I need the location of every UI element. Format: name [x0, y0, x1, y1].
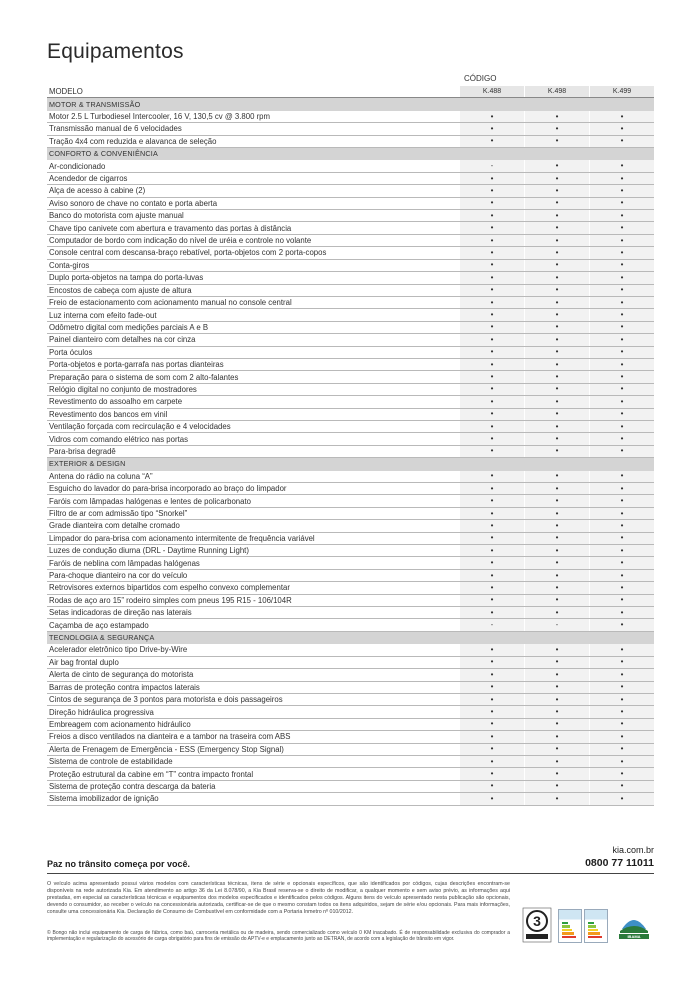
- equipment-label: Ar-condicionado: [49, 161, 106, 171]
- table-row: [47, 508, 654, 520]
- equipment-label: Freios a disco ventilados na dianteira e a tambor na traseira com ABS: [49, 732, 291, 742]
- availability-cell: •: [460, 123, 524, 134]
- equipment-label: Acendedor de cigarros: [49, 174, 128, 184]
- availability-cell: •: [460, 235, 524, 246]
- warranty-seal-icon: [522, 907, 552, 943]
- availability-cell: •: [590, 694, 654, 705]
- table-row: [47, 793, 654, 805]
- table-row: [47, 297, 654, 309]
- availability-cell: •: [590, 322, 654, 333]
- availability-cell: •: [590, 607, 654, 618]
- availability-cell: •: [525, 520, 589, 531]
- availability-cell: •: [460, 136, 524, 147]
- availability-cell: •: [525, 582, 589, 593]
- table-row: [47, 123, 654, 135]
- availability-cell: •: [525, 768, 589, 779]
- slogan: Paz no trânsito começa por você.: [47, 859, 191, 869]
- table-row: [47, 421, 654, 433]
- table-row: [47, 595, 654, 607]
- table-row: [47, 682, 654, 694]
- equipment-label: Transmissão manual de 6 velocidades: [49, 124, 182, 134]
- availability-cell: •: [525, 136, 589, 147]
- section-header: [47, 98, 654, 110]
- availability-cell: •: [460, 706, 524, 717]
- table-row: [47, 309, 654, 321]
- equipment-label: Para-choque dianteiro na cor do veículo: [49, 571, 188, 581]
- availability-cell: •: [525, 508, 589, 519]
- availability-cell: •: [460, 607, 524, 618]
- availability-cell: •: [590, 160, 654, 171]
- availability-cell: •: [590, 471, 654, 482]
- availability-cell: •: [460, 260, 524, 271]
- equipment-label: Air bag frontal duplo: [49, 657, 119, 667]
- availability-cell: •: [590, 359, 654, 370]
- availability-cell: •: [460, 371, 524, 382]
- availability-cell: -: [525, 619, 589, 630]
- table-row: [47, 235, 654, 247]
- equipment-label: Faróis de neblina com lâmpadas halógenas: [49, 558, 200, 568]
- phone-number: 0800 77 11011: [585, 857, 654, 869]
- availability-cell: •: [590, 297, 654, 308]
- availability-cell: •: [525, 570, 589, 581]
- availability-cell: •: [525, 359, 589, 370]
- table-row: [47, 731, 654, 743]
- table-row: [47, 222, 654, 234]
- table-row: [47, 210, 654, 222]
- equipment-label: Barras de proteção contra impactos laterais: [49, 682, 200, 692]
- equipment-label: Para-brisa degradê: [49, 446, 116, 456]
- availability-cell: •: [590, 185, 654, 196]
- availability-cell: •: [525, 347, 589, 358]
- availability-cell: •: [590, 272, 654, 283]
- availability-cell: •: [590, 111, 654, 122]
- availability-cell: •: [590, 706, 654, 717]
- availability-cell: •: [460, 384, 524, 395]
- table-row: [47, 111, 654, 123]
- availability-cell: •: [460, 421, 524, 432]
- availability-cell: •: [460, 347, 524, 358]
- availability-cell: •: [460, 210, 524, 221]
- availability-cell: •: [460, 495, 524, 506]
- availability-cell: •: [525, 793, 589, 804]
- availability-cell: •: [590, 334, 654, 345]
- availability-cell: •: [590, 285, 654, 296]
- availability-cell: •: [460, 111, 524, 122]
- equipment-label: Porta óculos: [49, 347, 93, 357]
- availability-cell: •: [590, 570, 654, 581]
- code-k499: K.499: [590, 86, 654, 97]
- table-row: [47, 644, 654, 656]
- availability-cell: •: [525, 682, 589, 693]
- table-row: [47, 285, 654, 297]
- availability-cell: •: [460, 595, 524, 606]
- availability-cell: •: [525, 260, 589, 271]
- availability-cell: •: [460, 557, 524, 568]
- equipment-label: Filtro de ar com admissão tipo “Snorkel”: [49, 509, 188, 519]
- equipment-label: Caçamba de aço estampado: [49, 620, 149, 630]
- model-label: MODELO: [49, 87, 83, 97]
- availability-cell: •: [460, 756, 524, 767]
- availability-cell: •: [525, 222, 589, 233]
- availability-cell: •: [590, 198, 654, 209]
- table-row: [47, 533, 654, 545]
- equipment-label: Computador de bordo com indicação do nível de uréia e controle no volante: [49, 236, 312, 246]
- availability-cell: •: [525, 297, 589, 308]
- table-row: [47, 520, 654, 532]
- availability-cell: •: [590, 756, 654, 767]
- footer-divider: [47, 873, 654, 874]
- equipment-label: Rodas de aço aro 15” rodeiro simples com pneus 195 R15 - 106/104R: [49, 595, 292, 605]
- equipment-label: Duplo porta-objetos na tampa do porta-luvas: [49, 273, 204, 283]
- equipment-label: Preparação para o sistema de som com 2 alto-falantes: [49, 372, 239, 382]
- availability-cell: •: [525, 433, 589, 444]
- availability-cell: •: [590, 781, 654, 792]
- page-title: Equipamentos: [47, 40, 184, 63]
- availability-cell: •: [460, 198, 524, 209]
- table-row: [47, 173, 654, 185]
- table-row: [47, 483, 654, 495]
- availability-cell: •: [590, 644, 654, 655]
- availability-cell: •: [590, 669, 654, 680]
- equipment-label: Ventilação forçada com recirculação e 4 velocidades: [49, 422, 231, 432]
- table-row: [47, 545, 654, 557]
- equipment-label: Encostos de cabeça com ajuste de altura: [49, 285, 192, 295]
- section-title: CONFORTO & CONVENIÊNCIA: [49, 149, 158, 159]
- availability-cell: •: [525, 198, 589, 209]
- availability-cell: •: [590, 483, 654, 494]
- availability-cell: •: [525, 756, 589, 767]
- equipment-label: Console central com descansa-braço rebatível, porta-objetos com 2 porta-copos: [49, 248, 327, 258]
- availability-cell: •: [460, 409, 524, 420]
- equipment-label: Revestimento do assoalho em carpete: [49, 397, 183, 407]
- availability-cell: •: [525, 495, 589, 506]
- availability-cell: •: [460, 173, 524, 184]
- availability-cell: •: [460, 471, 524, 482]
- table-header-row: [47, 86, 654, 98]
- equipment-label: Vidros com comando elétrico nas portas: [49, 434, 188, 444]
- availability-cell: •: [460, 396, 524, 407]
- availability-cell: •: [460, 533, 524, 544]
- section-header: [47, 632, 654, 644]
- equipment-label: Odômetro digital com medições parciais A e B: [49, 322, 209, 332]
- availability-cell: •: [525, 210, 589, 221]
- availability-cell: •: [460, 185, 524, 196]
- availability-cell: •: [525, 644, 589, 655]
- availability-cell: •: [525, 694, 589, 705]
- equipment-label: Luzes de condução diurna (DRL - Daytime Running Light): [49, 546, 249, 556]
- availability-cell: •: [460, 744, 524, 755]
- availability-cell: •: [460, 793, 524, 804]
- availability-cell: •: [525, 545, 589, 556]
- availability-cell: •: [590, 682, 654, 693]
- website-url: kia.com.br: [612, 845, 654, 855]
- availability-cell: •: [525, 446, 589, 457]
- availability-cell: •: [460, 222, 524, 233]
- availability-cell: •: [590, 371, 654, 382]
- table-row: [47, 570, 654, 582]
- table-row: [47, 557, 654, 569]
- equipment-label: Tração 4x4 com reduzida e alavanca de seleção: [49, 136, 217, 146]
- availability-cell: •: [460, 297, 524, 308]
- code-k488: K.488: [460, 86, 524, 97]
- availability-cell: •: [460, 272, 524, 283]
- availability-cell: •: [525, 731, 589, 742]
- equipment-label: Sistema de proteção contra descarga da bateria: [49, 781, 216, 791]
- availability-cell: •: [590, 235, 654, 246]
- availability-cell: •: [590, 533, 654, 544]
- equipment-label: Sistema imobilizador de ignição: [49, 794, 159, 804]
- equipment-label: Setas indicadoras de direção nas laterais: [49, 608, 192, 618]
- availability-cell: •: [525, 706, 589, 717]
- codigo-label: CÓDIGO: [464, 74, 497, 83]
- equipment-label: Direção hidráulica progressiva: [49, 707, 154, 717]
- availability-cell: •: [460, 768, 524, 779]
- availability-cell: •: [460, 508, 524, 519]
- equipment-label: Revestimento dos bancos em vinil: [49, 409, 168, 419]
- table-row: [47, 694, 654, 706]
- availability-cell: •: [590, 595, 654, 606]
- availability-cell: •: [525, 322, 589, 333]
- equipment-label: Sistema de controle de estabilidade: [49, 757, 173, 767]
- availability-cell: •: [525, 285, 589, 296]
- availability-cell: •: [590, 210, 654, 221]
- availability-cell: •: [460, 719, 524, 730]
- availability-cell: •: [525, 272, 589, 283]
- availability-cell: •: [525, 173, 589, 184]
- availability-cell: •: [460, 657, 524, 668]
- table-row: [47, 136, 654, 148]
- availability-cell: •: [460, 644, 524, 655]
- availability-cell: •: [590, 396, 654, 407]
- availability-cell: •: [460, 682, 524, 693]
- equipment-label: Chave tipo canivete com abertura e travamento das portas à distância: [49, 223, 292, 233]
- table-row: [47, 619, 654, 631]
- availability-cell: •: [525, 160, 589, 171]
- availability-cell: •: [525, 111, 589, 122]
- availability-cell: •: [590, 657, 654, 668]
- availability-cell: •: [525, 235, 589, 246]
- availability-cell: •: [460, 669, 524, 680]
- availability-cell: •: [525, 309, 589, 320]
- seal-number: 3: [533, 913, 541, 929]
- table-row: [47, 781, 654, 793]
- equipment-label: Alerta de Frenagem de Emergência - ESS (Emergency Stop Signal): [49, 744, 284, 754]
- energy-label-icon-2: [584, 909, 608, 943]
- availability-cell: •: [590, 582, 654, 593]
- table-row: [47, 768, 654, 780]
- legal-disclaimer: O veículo acima apresentado possui vários modelos com características técnicas, itens de série e opcionais específicos, que são identificados por códigos, cujas descrições encontram-se disponíveis na rede autorizada Kia. Em atendimento ao artigo 36 da Lei 8.078/90, a Kia Brasil reserva-se o direito de modificar, a qualquer momento e sem aviso prévio, as informações aqui prestadas, em especial as características técnicas e equipamentos dos modelos especificados e identificados pelos códigos. Alguns itens do veículo apresentado nesta publicação são opcionais, devendo o consumidor, ao receber o veículo na concessionária autorizada, certificar-se de que o mesmo constam todos os itens adquiridos, sejam de série e/ou opcionais. Para mais informações, consulte uma concessionária Kia. Declaração de Consumo de Combustível em conformidade com a Portaria Inmetro nº 010/2012.: [47, 881, 510, 915]
- equipment-label: Acelerador eletrônico tipo Drive-by-Wire: [49, 645, 188, 655]
- availability-cell: •: [460, 285, 524, 296]
- table-row: [47, 744, 654, 756]
- equipment-label: Motor 2.5 L Turbodiesel Intercooler, 16 V, 130,5 cv @ 3.800 rpm: [49, 112, 271, 122]
- availability-cell: •: [460, 322, 524, 333]
- availability-cell: •: [525, 371, 589, 382]
- availability-cell: •: [460, 334, 524, 345]
- table-row: [47, 160, 654, 172]
- energy-label-icon: [558, 909, 582, 943]
- table-row: [47, 198, 654, 210]
- availability-cell: •: [525, 396, 589, 407]
- table-row: [47, 706, 654, 718]
- availability-cell: •: [590, 136, 654, 147]
- availability-cell: •: [525, 557, 589, 568]
- availability-cell: •: [460, 545, 524, 556]
- availability-cell: •: [525, 744, 589, 755]
- table-row: [47, 371, 654, 383]
- availability-cell: •: [460, 247, 524, 258]
- code-k498: K.498: [525, 86, 589, 97]
- equipment-label: Retrovisores externos bipartidos com espelho convexo complementar: [49, 583, 290, 593]
- availability-cell: •: [460, 483, 524, 494]
- table-row: [47, 334, 654, 346]
- availability-cell: •: [590, 744, 654, 755]
- availability-cell: •: [460, 433, 524, 444]
- availability-cell: •: [525, 533, 589, 544]
- table-row: [47, 669, 654, 681]
- availability-cell: •: [525, 483, 589, 494]
- equipment-label: Proteção estrutural da cabine em “T” contra impacto frontal: [49, 769, 254, 779]
- ibama-label: IBAMA: [619, 934, 649, 939]
- section-header: [47, 148, 654, 160]
- availability-cell: •: [590, 446, 654, 457]
- availability-cell: •: [460, 731, 524, 742]
- table-row: [47, 756, 654, 768]
- equipment-label: Banco do motorista com ajuste manual: [49, 211, 184, 221]
- section-title: MOTOR & TRANSMISSÃO: [49, 99, 141, 109]
- availability-cell: -: [460, 619, 524, 630]
- table-row: [47, 582, 654, 594]
- table-row: [47, 471, 654, 483]
- availability-cell: •: [460, 309, 524, 320]
- equipment-label: Alça de acesso à cabine (2): [49, 186, 146, 196]
- table-row: [47, 185, 654, 197]
- equipment-label: Grade dianteira com detalhe cromado: [49, 521, 180, 531]
- availability-cell: •: [590, 309, 654, 320]
- availability-cell: •: [525, 781, 589, 792]
- equipment-label: Porta-objetos e porta-garrafa nas portas dianteiras: [49, 360, 224, 370]
- availability-cell: •: [590, 508, 654, 519]
- equipment-label: Faróis com lâmpadas halógenas e lentes de policarbonato: [49, 496, 251, 506]
- availability-cell: •: [525, 334, 589, 345]
- availability-cell: •: [590, 545, 654, 556]
- table-row: [47, 272, 654, 284]
- equipment-label: Limpador do para-brisa com acionamento intermitente de frequência variável: [49, 533, 315, 543]
- certification-badges: [522, 907, 654, 943]
- availability-cell: •: [590, 495, 654, 506]
- availability-cell: •: [460, 570, 524, 581]
- equipment-label: Embreagem com acionamento hidráulico: [49, 719, 191, 729]
- availability-cell: •: [590, 409, 654, 420]
- availability-cell: •: [525, 607, 589, 618]
- equipment-label: Relógio digital no conjunto de mostradores: [49, 384, 197, 394]
- table-row: [47, 409, 654, 421]
- availability-cell: •: [525, 384, 589, 395]
- equipment-label: Conta-giros: [49, 260, 90, 270]
- table-row: [47, 719, 654, 731]
- equipment-label: Esguicho do lavador do para-brisa incorporado ao braço do limpador: [49, 484, 287, 494]
- availability-cell: •: [460, 446, 524, 457]
- availability-cell: •: [590, 347, 654, 358]
- availability-cell: •: [590, 260, 654, 271]
- availability-cell: •: [525, 471, 589, 482]
- section-header: [47, 458, 654, 470]
- section-title: EXTERIOR & DESIGN: [49, 459, 126, 469]
- availability-cell: •: [460, 694, 524, 705]
- equipment-label: Painel dianteiro com detalhes na cor cinza: [49, 335, 196, 345]
- cargo-note: © Bongo não inclui equipamento de carga de fábrica, como baú, carroceria metálica ou de madeira, sendo comercializado como veículo 0 KM inacabado. É de responsabilidade exclusiva do comprador a implementação e regularização do acessório de carga obrigatório para fins de emissão do APTV-e e emplacamento junto ao DETRAN, de acordo com a legislação de trânsito em vigor.: [47, 930, 510, 943]
- table-row: [47, 347, 654, 359]
- availability-cell: •: [460, 359, 524, 370]
- availability-cell: •: [590, 731, 654, 742]
- availability-cell: •: [590, 719, 654, 730]
- equipment-table: [47, 86, 654, 806]
- equipment-label: Alerta de cinto de segurança do motorista: [49, 670, 194, 680]
- availability-cell: •: [590, 768, 654, 779]
- availability-cell: •: [525, 657, 589, 668]
- availability-cell: •: [590, 793, 654, 804]
- availability-cell: •: [590, 123, 654, 134]
- availability-cell: •: [590, 557, 654, 568]
- equipment-label: Cintos de segurança de 3 pontos para motorista e dois passageiros: [49, 695, 283, 705]
- availability-cell: •: [525, 421, 589, 432]
- table-row: [47, 359, 654, 371]
- availability-cell: •: [590, 222, 654, 233]
- availability-cell: •: [525, 247, 589, 258]
- table-row: [47, 247, 654, 259]
- availability-cell: •: [525, 669, 589, 680]
- table-row: [47, 384, 654, 396]
- availability-cell: •: [590, 433, 654, 444]
- table-row: [47, 446, 654, 458]
- availability-cell: •: [590, 421, 654, 432]
- table-row: [47, 657, 654, 669]
- table-row: [47, 322, 654, 334]
- availability-cell: -: [460, 160, 524, 171]
- section-title: TECNOLOGIA & SEGURANÇA: [49, 633, 155, 643]
- availability-cell: •: [590, 247, 654, 258]
- table-row: [47, 433, 654, 445]
- availability-cell: •: [590, 384, 654, 395]
- availability-cell: •: [460, 520, 524, 531]
- availability-cell: •: [525, 185, 589, 196]
- equipment-label: Antena do rádio na coluna “A”: [49, 471, 153, 481]
- availability-cell: •: [525, 719, 589, 730]
- table-row: [47, 396, 654, 408]
- availability-cell: •: [525, 409, 589, 420]
- equipment-label: Freio de estacionamento com acionamento manual no console central: [49, 298, 292, 308]
- availability-cell: •: [525, 123, 589, 134]
- table-row: [47, 260, 654, 272]
- table-row: [47, 607, 654, 619]
- availability-cell: •: [590, 173, 654, 184]
- availability-cell: •: [590, 520, 654, 531]
- equipment-label: Luz interna com efeito fade-out: [49, 310, 157, 320]
- availability-cell: •: [460, 781, 524, 792]
- availability-cell: •: [460, 582, 524, 593]
- equipment-label: Aviso sonoro de chave no contato e porta aberta: [49, 198, 218, 208]
- table-row: [47, 495, 654, 507]
- availability-cell: •: [590, 619, 654, 630]
- availability-cell: •: [525, 595, 589, 606]
